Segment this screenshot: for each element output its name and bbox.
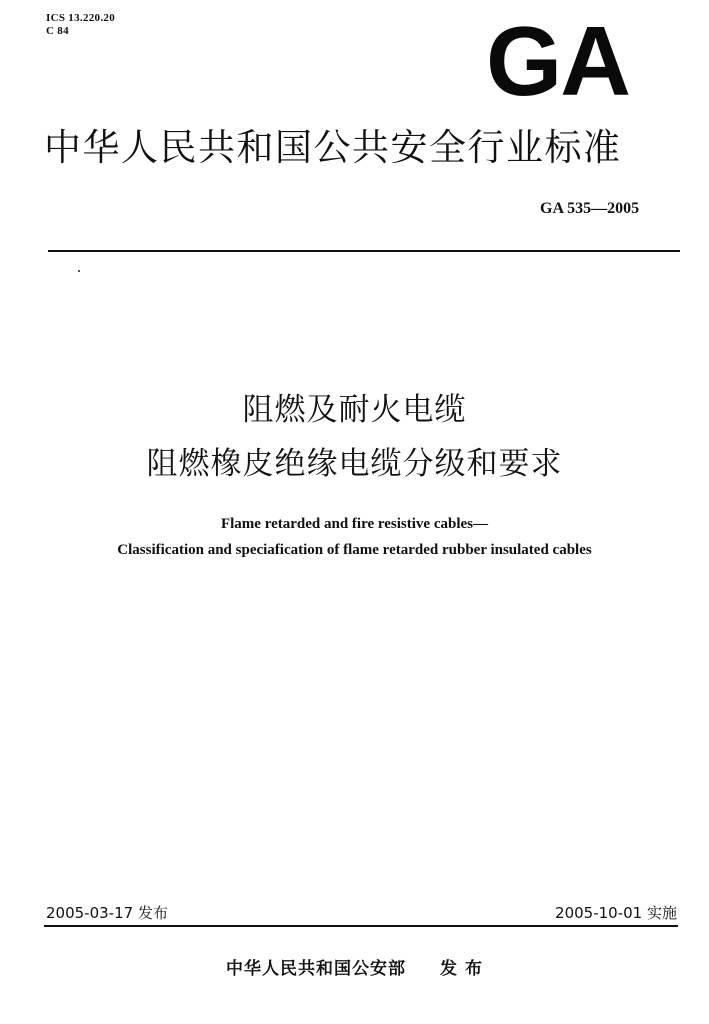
ccs-code: C 84 [46, 25, 69, 37]
chinese-title-line-2: 阻燃橡皮绝缘电缆分级和要求 [146, 446, 563, 482]
english-title-line-2: Classification and speciafication of flame retarded rubber insulated cables [117, 542, 592, 558]
issue-date: 2005-03-17 发布 [46, 904, 168, 922]
standard-title: 中华人民共和国公共安全行业标准 [44, 126, 622, 169]
classification-codes [46, 12, 115, 38]
issuer-line [0, 958, 709, 980]
top-divider [48, 250, 680, 252]
bottom-divider [44, 925, 678, 927]
ga-logo: GA [486, 22, 629, 100]
issuer-name: 中华人民共和国公安部 [226, 959, 407, 979]
chinese-title-line-1: 阻燃及耐火电缆 [242, 392, 467, 428]
issuer-action: 发 布 [440, 959, 483, 979]
implementation-date: 2005-10-01 实施 [555, 904, 677, 922]
scan-speck [78, 270, 80, 272]
ics-code: ICS 13.220.20 [46, 12, 115, 24]
english-title-line-1: Flame retarded and fire resistive cables— [220, 516, 489, 532]
standard-code: GA 535—2005 [540, 200, 640, 217]
